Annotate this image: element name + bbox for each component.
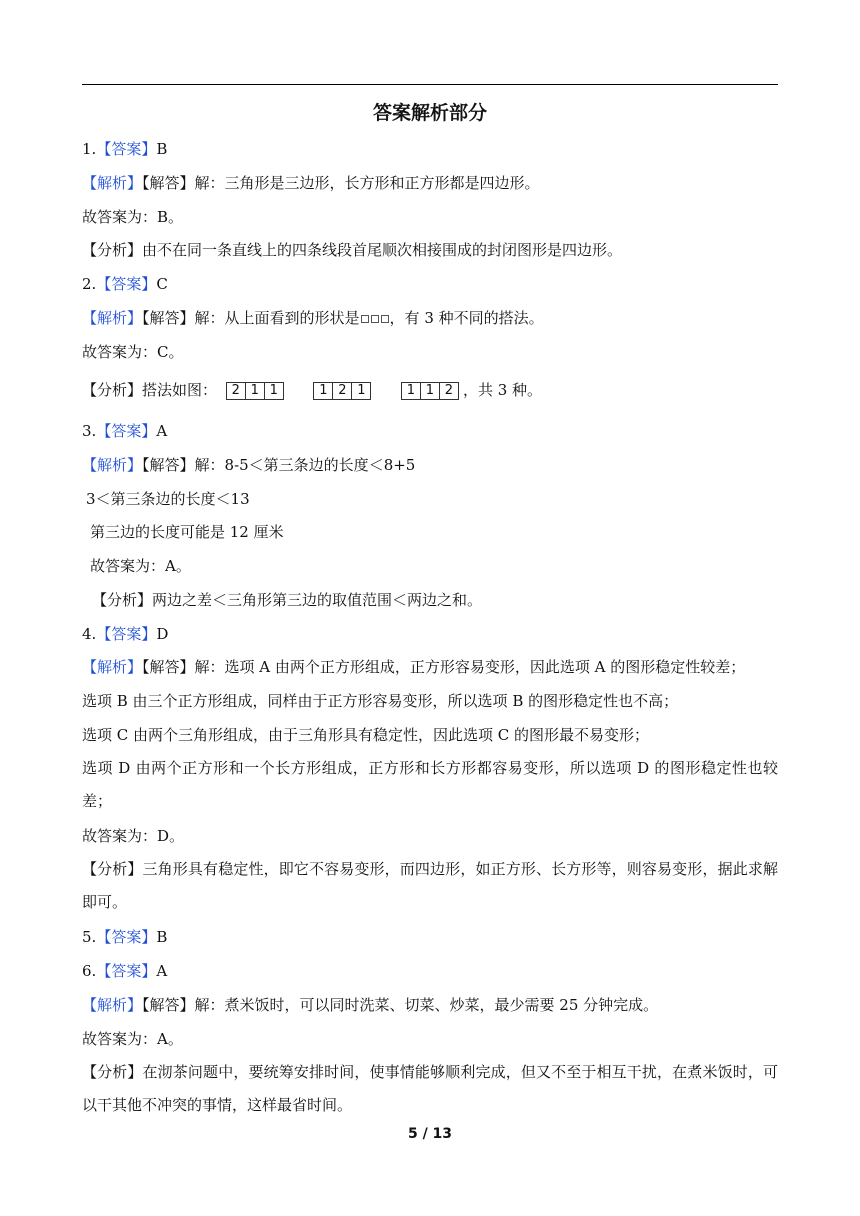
q6-answer-line: 6.【答案】A [82, 962, 168, 980]
arrangement-3: 1 1 2 [401, 382, 459, 400]
q3-solution-line: 【解析】【解答】解：8-5＜第三条边的长度＜8+5 [82, 456, 416, 474]
arrangement-1: 2 1 1 [226, 382, 284, 400]
q6-final: 故答案为：A。 [82, 1030, 183, 1048]
q2-analysis: 【分析】搭法如图： 2 1 1 1 2 1 1 1 2 ，共 3 种。 [82, 381, 543, 399]
q1-solution-line: 【解析】【解答】解：三角形是三边形，长方形和正方形都是四边形。 [82, 174, 540, 192]
q1-final: 故答案为：B。 [82, 208, 184, 226]
q1-answer-line: 1.【答案】B [82, 140, 168, 158]
q6-solution-line: 【解析】【解答】解：煮米饭时，可以同时洗菜、切菜、炒菜，最少需要 25 分钟完成。 [82, 996, 659, 1014]
q3-line-3: 第三边的长度可能是 12 厘米 [90, 523, 284, 541]
q2-final: 故答案为：C。 [82, 343, 184, 361]
q2-answer-line: 2.【答案】C [82, 275, 168, 293]
page-number: 5 / 13 [407, 1126, 453, 1142]
arrangement-2: 1 2 1 [313, 382, 371, 400]
q3-analysis: 【分析】两边之差＜三角形第三边的取值范围＜两边之和。 [92, 591, 483, 609]
q5-answer-line: 5.【答案】B [82, 928, 168, 946]
q6-analysis: 【分析】在沏茶问题中，要统筹安排时间，使事情能够顺利完成，但又不至于相互干扰，在煮米饭时，可以干其他不冲突的事情，这样最省时间。 [82, 1063, 778, 1114]
q2-solution-line: 【解析】【解答】解：从上面看到的形状是 ，有 3 种不同的搭法。 [82, 309, 544, 327]
q3-line-2: 3＜第三条边的长度＜13 [86, 490, 250, 508]
top-view-squares-icon [360, 309, 390, 327]
header-rule [82, 84, 778, 85]
q3-answer-line: 3.【答案】A [82, 422, 168, 440]
q1-analysis: 【分析】由不在同一条直线上的四条线段首尾顺次相接围成的封闭图形是四边形。 [82, 241, 623, 259]
q4-line-3: 选项 C 由两个三角形组成，由于三角形具有稳定性，因此选项 C 的图形最不易变形； [82, 726, 650, 744]
q4-solution-line: 【解析】【解答】解：选项 A 由两个正方形组成，正方形容易变形，因此选项 A 的图形稳定性较差； [82, 658, 746, 676]
page-title: 答案解析部分 [372, 102, 487, 124]
q4-answer-line: 4.【答案】D [82, 625, 169, 643]
q4-line-2: 选项 B 由三个正方形组成，同样由于正方形容易变形，所以选项 B 的图形稳定性也不高； [82, 692, 679, 710]
q3-final: 故答案为：A。 [90, 557, 191, 575]
q4-final: 故答案为：D。 [82, 827, 185, 845]
q4-analysis: 【分析】三角形具有稳定性，即它不容易变形，而四边形，如正方形、长方形等，则容易变形，据此求解即可。 [82, 860, 778, 911]
q4-line-4: 选项 D 由两个正方形和一个长方形组成，正方形和长方形都容易变形，所以选项 D 的图形稳定性也较差； [82, 759, 778, 810]
